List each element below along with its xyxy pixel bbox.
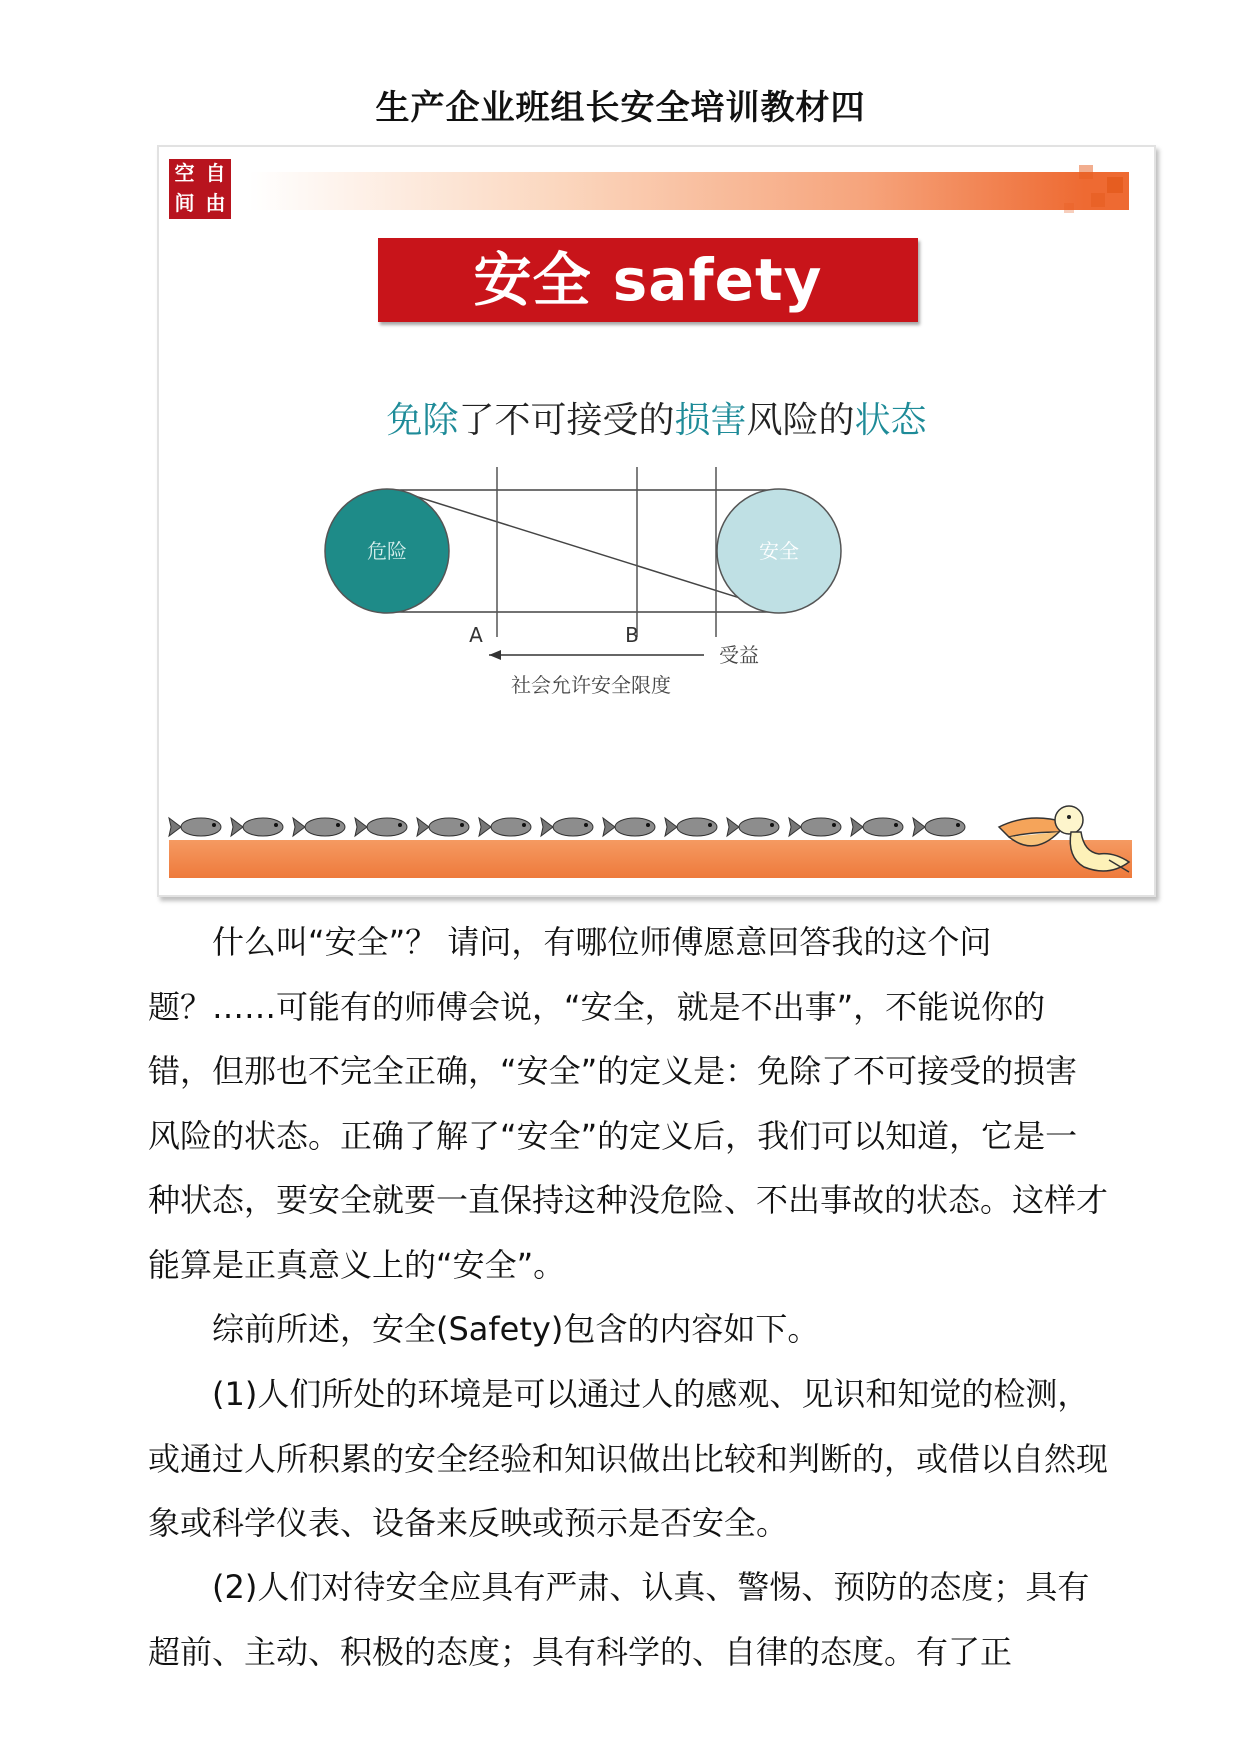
logo-char: 空 <box>174 161 195 185</box>
body-paragraph-1: 什么叫“安全”？ 请问，有哪位师傅愿意回答我的这个问题？……可能有的师傅会说，“安全，就是不出事”，不能说你的错，但那也不完全正确，“安全”的定义是：免除了不可接受的损害风险的状态。正确了解了“安全”的定义后，我们可以知道，它是一种状态，要安全就要一直保持这种没危险、不出事故的状态。这样才能算是正真意义上的“安全”。 <box>148 923 1109 1284</box>
benefit-label: 受益 <box>719 643 759 667</box>
fish-icon <box>169 818 221 836</box>
definition-highlight: 免除 <box>386 400 459 441</box>
danger-label: 危险 <box>367 539 407 563</box>
fish-icon <box>913 818 965 836</box>
fish-icon <box>417 818 469 836</box>
fish-icon <box>851 818 903 836</box>
document-title: 生产企业班组长安全培训教材四 <box>375 88 866 128</box>
fish-icon <box>293 818 345 836</box>
limit-label: 社会允许安全限度 <box>511 673 671 697</box>
fish-icon <box>231 818 283 836</box>
fish-decoration <box>159 812 999 842</box>
safe-label: 安全 <box>759 539 799 563</box>
definition-highlight: 损害 <box>674 400 747 441</box>
fish-icon <box>603 818 655 836</box>
safety-slide <box>157 145 1156 897</box>
marker-a-label: A <box>469 623 483 647</box>
safety-diagram <box>159 147 1154 847</box>
fish-icon <box>789 818 841 836</box>
fish-icon <box>355 818 407 836</box>
benefit-arrow-head <box>489 650 501 660</box>
slide-banner: 安全 safety <box>378 238 918 322</box>
body-paragraph-2: 综前所述，安全(Safety)包含的内容如下。 <box>212 1310 820 1348</box>
logo-char: 间 <box>174 191 195 215</box>
pelican-illustration <box>989 782 1139 882</box>
fish-icon <box>665 818 717 836</box>
marker-b-label: B <box>625 623 639 647</box>
body-paragraph-3: (1)人们所处的环境是可以通过人的感观、见识和知觉的检测，或通过人所积累的安全经验和知识做出比较和判断的，或借以自然现象或科学仪表、设备来反映或预示是否安全。 <box>148 1375 1109 1542</box>
bottom-decor-band <box>169 840 1132 878</box>
fish-icon <box>727 818 779 836</box>
definition-highlight: 状态 <box>854 400 927 441</box>
logo-char: 自 <box>205 161 226 185</box>
fish-icon <box>541 818 593 836</box>
body-paragraph-4: (2)人们对待安全应具有严肃、认真、警惕、预防的态度；具有超前、主动、积极的态度；具有科学的、自律的态度。有了正 <box>148 1568 1090 1671</box>
definition-text: 风险的 <box>746 400 855 441</box>
logo-char: 由 <box>205 191 226 215</box>
definition-text: 了不可接受的 <box>458 400 675 441</box>
fish-icon <box>479 818 531 836</box>
